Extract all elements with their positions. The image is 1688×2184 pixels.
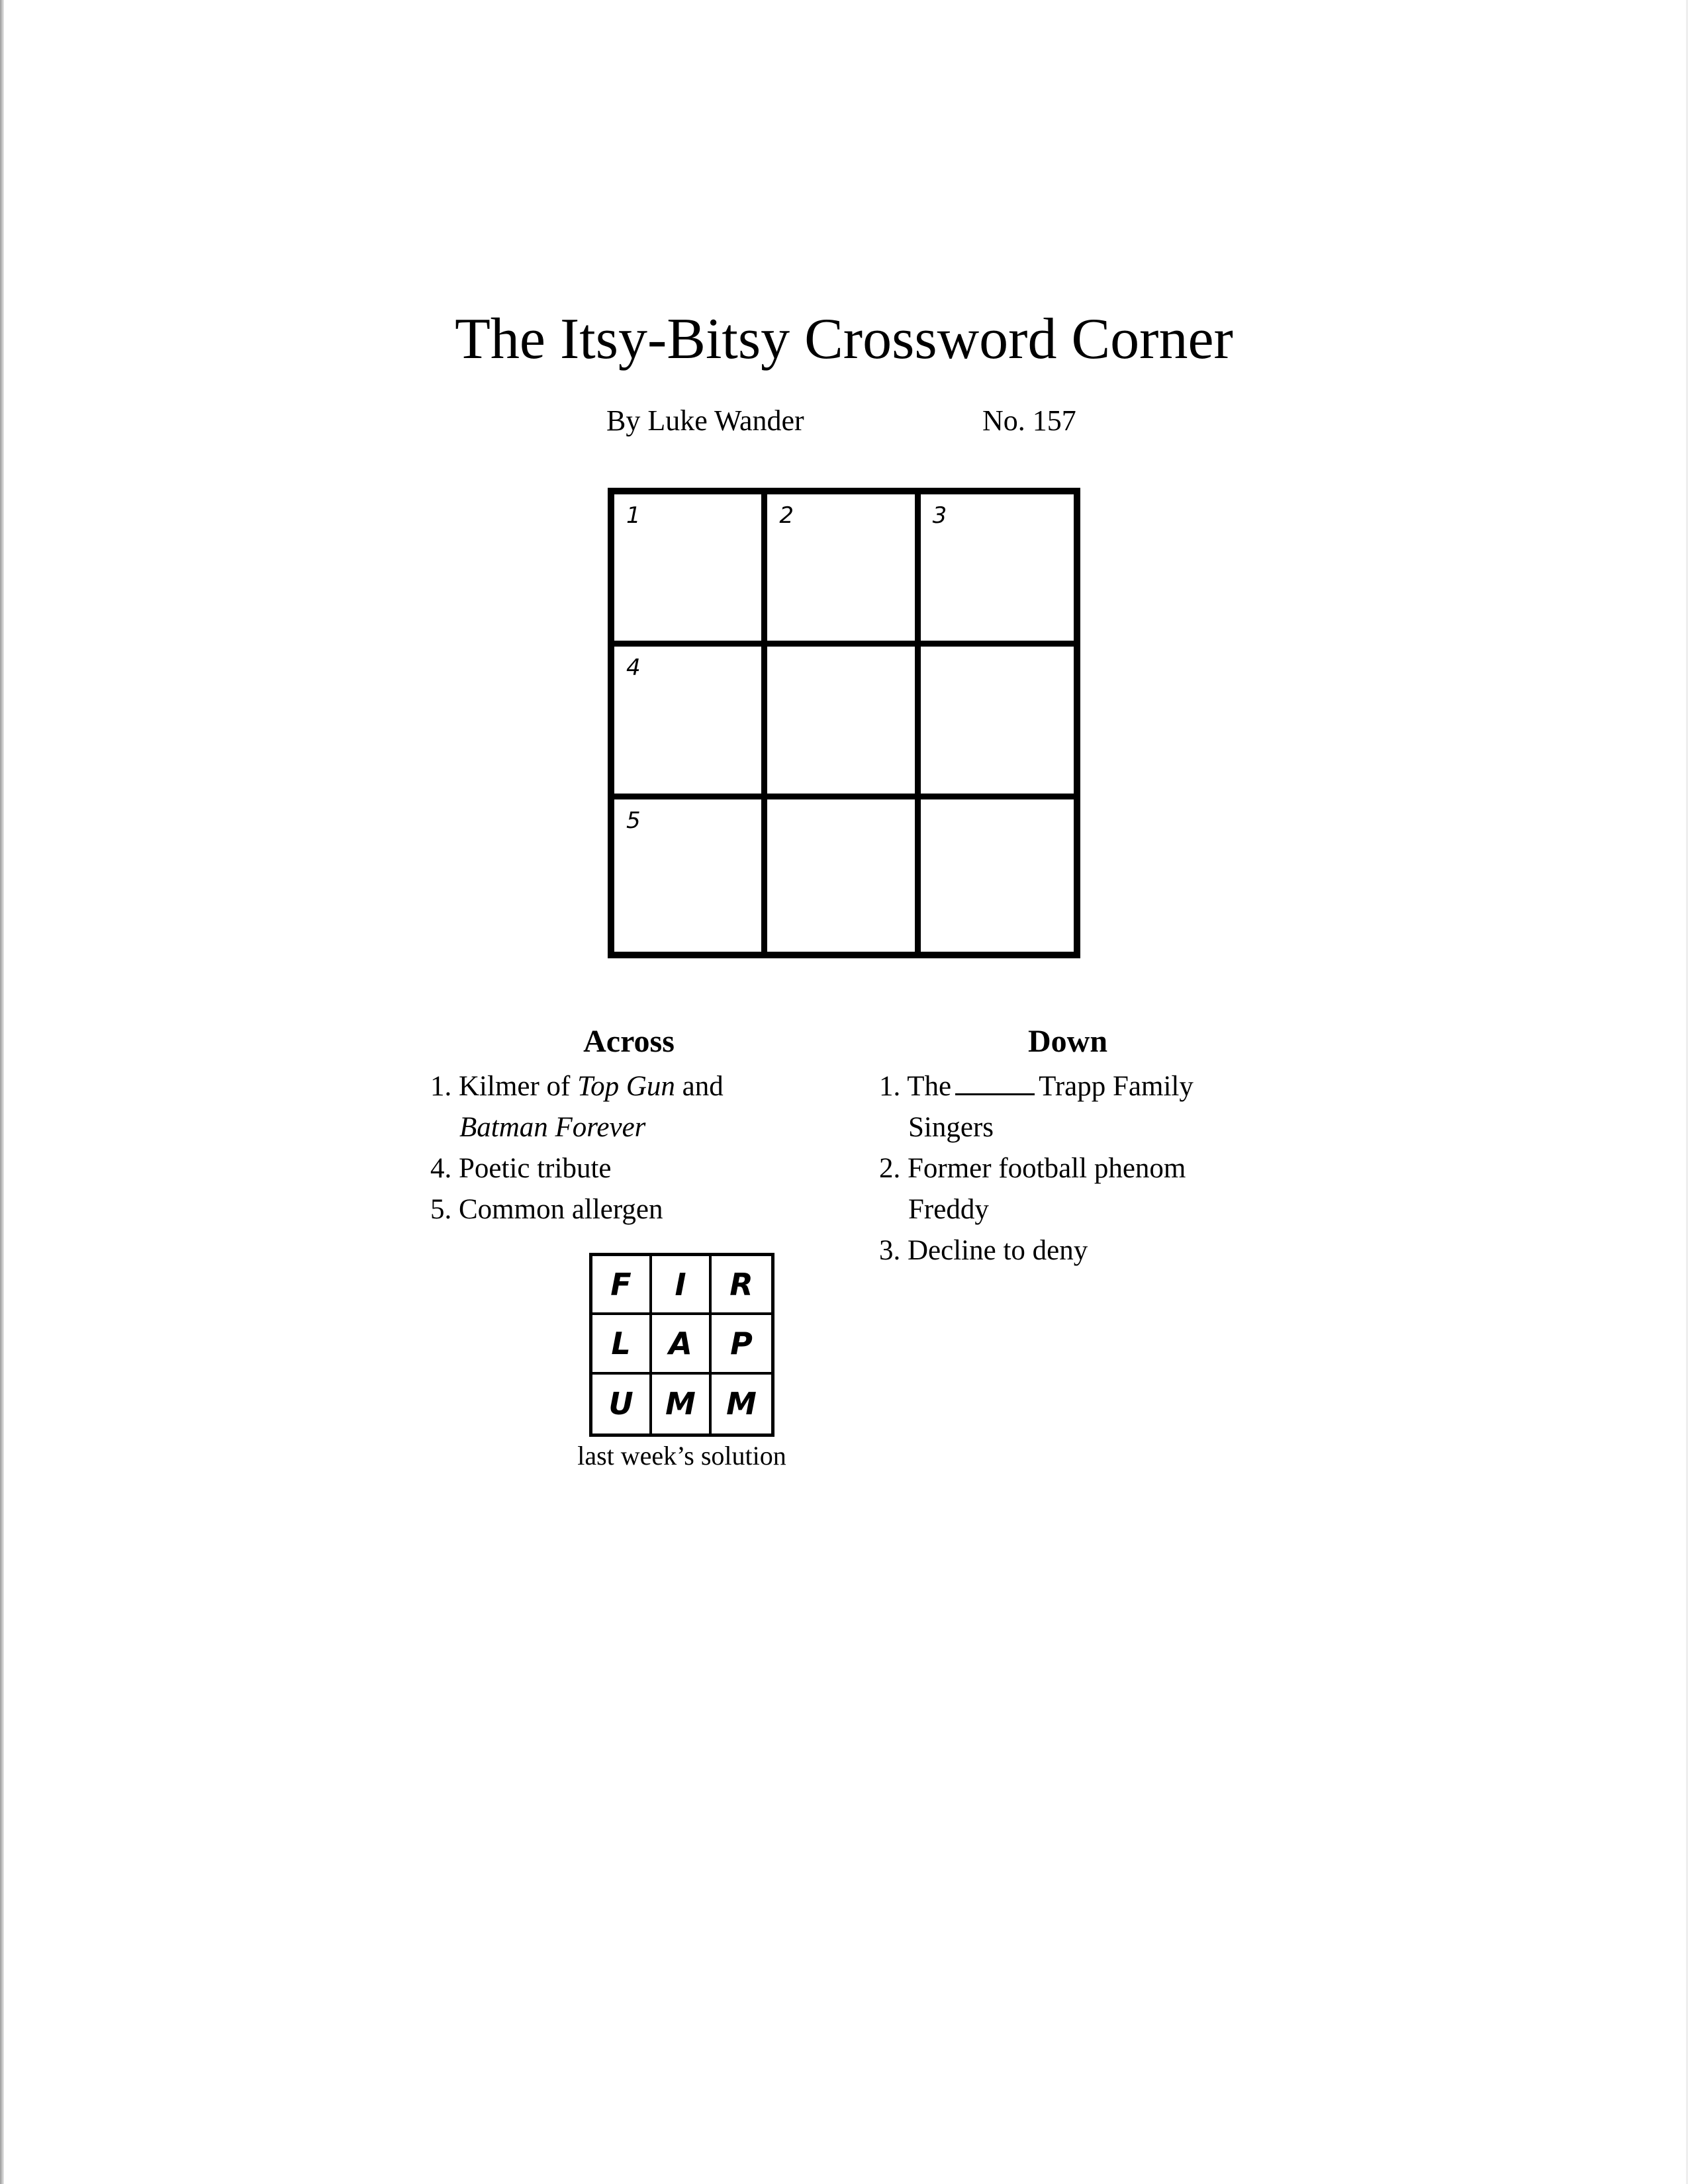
down-clue-2	[879, 1148, 1250, 1230]
solution-caption: last week’s solution	[577, 1441, 786, 1471]
clue-text: Trapp Family Singers	[908, 1071, 1194, 1143]
grid-cell[interactable]	[614, 494, 767, 647]
across-heading: Across	[583, 1024, 675, 1059]
clue-number: 4.	[430, 1153, 452, 1184]
down-clues	[879, 1023, 1250, 1271]
page-title: The Itsy-Bitsy Crossword Corner	[455, 307, 1233, 371]
grid-cell[interactable]	[767, 647, 920, 799]
clue-text: Common allergen	[459, 1194, 663, 1225]
crossword-grid	[608, 488, 1080, 958]
grid-cell[interactable]	[921, 647, 1074, 799]
clue-italic-title: Top Gun	[577, 1071, 675, 1102]
solution-letter: A	[652, 1315, 712, 1374]
clue-text: The	[907, 1071, 952, 1102]
solution-letter: M	[652, 1375, 712, 1433]
down-heading: Down	[1027, 1024, 1108, 1059]
across-clues	[430, 1023, 808, 1230]
clue-number: 5.	[430, 1194, 452, 1225]
solution-letter: M	[726, 1386, 757, 1422]
grid-cell[interactable]	[921, 494, 1074, 647]
solution-letter: L	[592, 1315, 652, 1374]
clue-number: 3.	[879, 1235, 901, 1266]
grid-cell[interactable]	[767, 494, 920, 647]
clue-number: 2.	[879, 1153, 901, 1184]
solution-letter: U	[592, 1375, 652, 1433]
clue-text: Poetic tribute	[459, 1153, 612, 1184]
solution-letter: R	[712, 1256, 771, 1315]
solution-letter: F	[592, 1256, 652, 1315]
clue-text: and	[675, 1071, 724, 1102]
fill-in-blank	[955, 1071, 1035, 1095]
cell-number: 3	[932, 502, 947, 529]
grid-cell[interactable]	[614, 647, 767, 799]
clue-text: Former football phenom Freddy	[908, 1153, 1186, 1225]
across-clue-5	[430, 1189, 808, 1230]
clue-number: 1.	[879, 1071, 901, 1102]
across-clue-4	[430, 1148, 808, 1189]
cell-number: 4	[626, 655, 641, 682]
clue-italic-title: Batman Forever	[459, 1112, 646, 1143]
puzzle-number: No. 157	[982, 404, 1076, 437]
clue-text: Kilmer of	[459, 1071, 578, 1102]
across-clue-1	[430, 1066, 808, 1148]
cell-number: 5	[626, 807, 641, 834]
down-clue-1	[879, 1066, 1250, 1148]
solution-letter: I	[652, 1256, 712, 1315]
cell-number: 1	[626, 502, 641, 529]
last-week-solution-grid	[589, 1253, 774, 1437]
clue-text: Decline to deny	[908, 1235, 1088, 1266]
grid-cell[interactable]	[614, 799, 767, 952]
grid-cell[interactable]	[767, 799, 920, 952]
down-clue-3	[879, 1230, 1250, 1271]
grid-cell[interactable]	[921, 799, 1074, 952]
solution-letter: P	[712, 1315, 771, 1374]
byline: By Luke Wander	[606, 404, 804, 437]
clue-number: 1.	[430, 1071, 452, 1102]
cell-number: 2	[779, 502, 794, 529]
